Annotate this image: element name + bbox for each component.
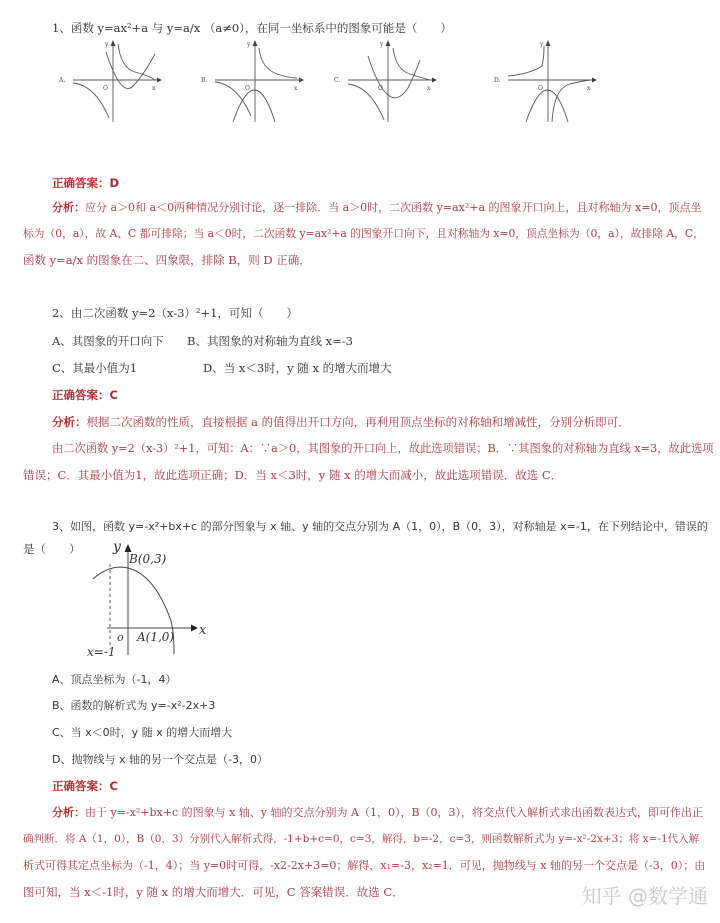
origin-label: O — [245, 85, 250, 92]
q2-analysis-line-1 — [52, 414, 630, 430]
origin-label: O — [538, 85, 543, 92]
q1-graph-c — [330, 38, 440, 128]
y-axis-arrow-icon — [111, 40, 116, 46]
analysis-label: 分析： — [52, 806, 85, 819]
x-axis-arrow-icon — [157, 78, 162, 83]
y-label: y — [105, 41, 109, 48]
y-label: y — [247, 41, 251, 48]
q2-stem: 2、由二次函数 y=2（x-3）²+1，可知（ ） — [52, 306, 298, 320]
analysis-text: 应分 a＞0和 a＜0两种情况分别讨论，逐一排除．当 a＞0时，二次函数 y=ax²+a 的图象开口向上，且对称轴为 x=0，顶点坐 — [85, 201, 702, 214]
q3-option-d: D、抛物线与 x 轴的另一个交点是（-3，0） — [52, 753, 268, 766]
origin-label: o — [117, 631, 124, 644]
symmetry-axis-label: x=-1 — [87, 645, 116, 659]
origin-label: O — [378, 85, 383, 92]
answer-value: C — [109, 388, 118, 402]
q1-analysis-line-3: 函数 y=a/x 的图象在二、四象限，排除 B，则 D 正确． — [23, 253, 311, 267]
y-axis-arrow-icon — [125, 544, 132, 552]
graph-label: B. — [201, 77, 208, 84]
q1-analysis-line-1 — [52, 200, 701, 216]
q3-option-a: A、顶点坐标为（-1，4） — [52, 673, 177, 686]
q1-graph-b — [197, 38, 307, 128]
x-label: x — [199, 623, 207, 638]
x-label: x — [427, 85, 431, 92]
q1-analysis-line-2: 标为（0，a），故 A、C 都可排除；当 a＜0时，二次函数 y=ax²+a 的图象开口向下，且对称轴为 x=0，顶点坐标为（0，a），故排除 A，C， — [23, 227, 704, 240]
watermark: 知乎 @数学通 — [581, 884, 708, 908]
q2-option-b: B、其图象的对称轴为直线 x=-3 — [187, 334, 353, 348]
q2-analysis-line-3: 错误；C．其最小值为1，故此选项正确；D．当 x＜3时，y 随 x 的增大而减小，故此选项错误．故选 C． — [23, 468, 563, 482]
q3-stem-line-2: 是（ ） — [23, 542, 81, 556]
x-axis-arrow-icon — [299, 78, 304, 83]
x-axis-arrow-icon — [592, 78, 597, 83]
point-a-label: A(1,0) — [137, 630, 175, 644]
graph-label: C. — [334, 77, 341, 84]
answer-label: 正确答案： — [52, 176, 110, 190]
origin-label: O — [103, 85, 108, 92]
answer-value: D — [109, 176, 120, 190]
q1-graph-a — [55, 38, 165, 128]
q2-analysis-line-2: 由二次函数 y=2（x-3）²+1，可知：A：∵a＞0，其图象的开口向上，故此选项错误；B．∵其图象的对称轴为直线 x=3，故此选项 — [52, 442, 714, 455]
q1-graph-d — [490, 38, 600, 128]
x-label: x — [294, 85, 298, 92]
q1-answer — [52, 175, 119, 191]
x-axis-arrow-icon — [432, 78, 437, 83]
q1-stem: 1、函数 y=ax²+a 与 y=a/x （a≠0），在同一坐标系中的图象可能是（ ） — [52, 21, 452, 35]
y-label: y — [540, 41, 544, 48]
q3-analysis-line-3: 析式可得其定点坐标为（-1，4）；当 y=0时可得，-x2-2x+3=0；解得，x₁=-3，x₂=1．可见，抛物线与 x 轴的另一个交点是（-3，0）；由 — [23, 859, 706, 872]
graph-label: D. — [494, 77, 501, 84]
q2-option-a: A、其图象的开口向下 — [52, 334, 164, 348]
q3-analysis-line-4: 图可知，当 x＜-1时，y 随 x 的增大而增大．可见，C 答案错误．故选 C． — [23, 885, 404, 899]
y-axis-arrow-icon — [253, 40, 258, 46]
q3-option-c: C、当 x＜0时，y 随 x 的增大而增大 — [52, 726, 233, 739]
point-b-label: B(0,3) — [129, 552, 167, 566]
y-axis-arrow-icon — [386, 40, 391, 46]
q3-answer — [52, 778, 118, 794]
analysis-text: 根据二次函数的性质，直接根据 a 的值得出开口方向，再利用顶点坐标的对称轴和增减性，分别分析即可． — [86, 415, 630, 429]
q3-option-b: B、函数的解析式为 y=-x²-2x+3 — [52, 699, 216, 712]
q2-option-c: C、其最小值为1 — [52, 361, 138, 375]
analysis-label: 分析： — [52, 201, 85, 214]
graph-label: A. — [59, 77, 66, 84]
y-axis-arrow-icon — [546, 40, 551, 46]
answer-label: 正确答案： — [52, 388, 110, 402]
y-label: y — [380, 41, 384, 48]
q2-answer — [52, 387, 118, 403]
answer-value: C — [109, 779, 118, 793]
x-axis-arrow-icon — [191, 625, 198, 632]
analysis-text: 由于 y=-x²+bx+c 的图象与 x 轴、y 轴的交点分别为 A（1，0），B（0，3），将交点代入解析式求出函数表达式，即可作出正 — [85, 806, 704, 819]
q3-stem-line-1: 3、如图，函数 y=-x²+bx+c 的部分图象与 x 轴、y 轴的交点分别为 A（1，0），B（0，3），对称轴是 x=-1，在下列结论中，错误的 — [52, 520, 708, 533]
analysis-label: 分析： — [52, 415, 87, 429]
q3-figure — [85, 537, 215, 662]
x-label: x — [152, 85, 156, 92]
q3-analysis-line-2: 确判断．将 A（1，0），B（0，3）分别代入解析式得，-1+b+c=0，c=3，解得，b=-2，c=3，则函数解析式为 y=-x²-2x+3；将 x=-1代入解 — [23, 833, 700, 845]
q3-analysis-line-1 — [52, 805, 703, 821]
answer-label: 正确答案： — [52, 779, 110, 793]
q2-option-d: D、当 x＜3时，y 随 x 的增大而增大 — [203, 361, 392, 375]
x-label: x — [587, 85, 591, 92]
y-label: y — [113, 539, 121, 555]
